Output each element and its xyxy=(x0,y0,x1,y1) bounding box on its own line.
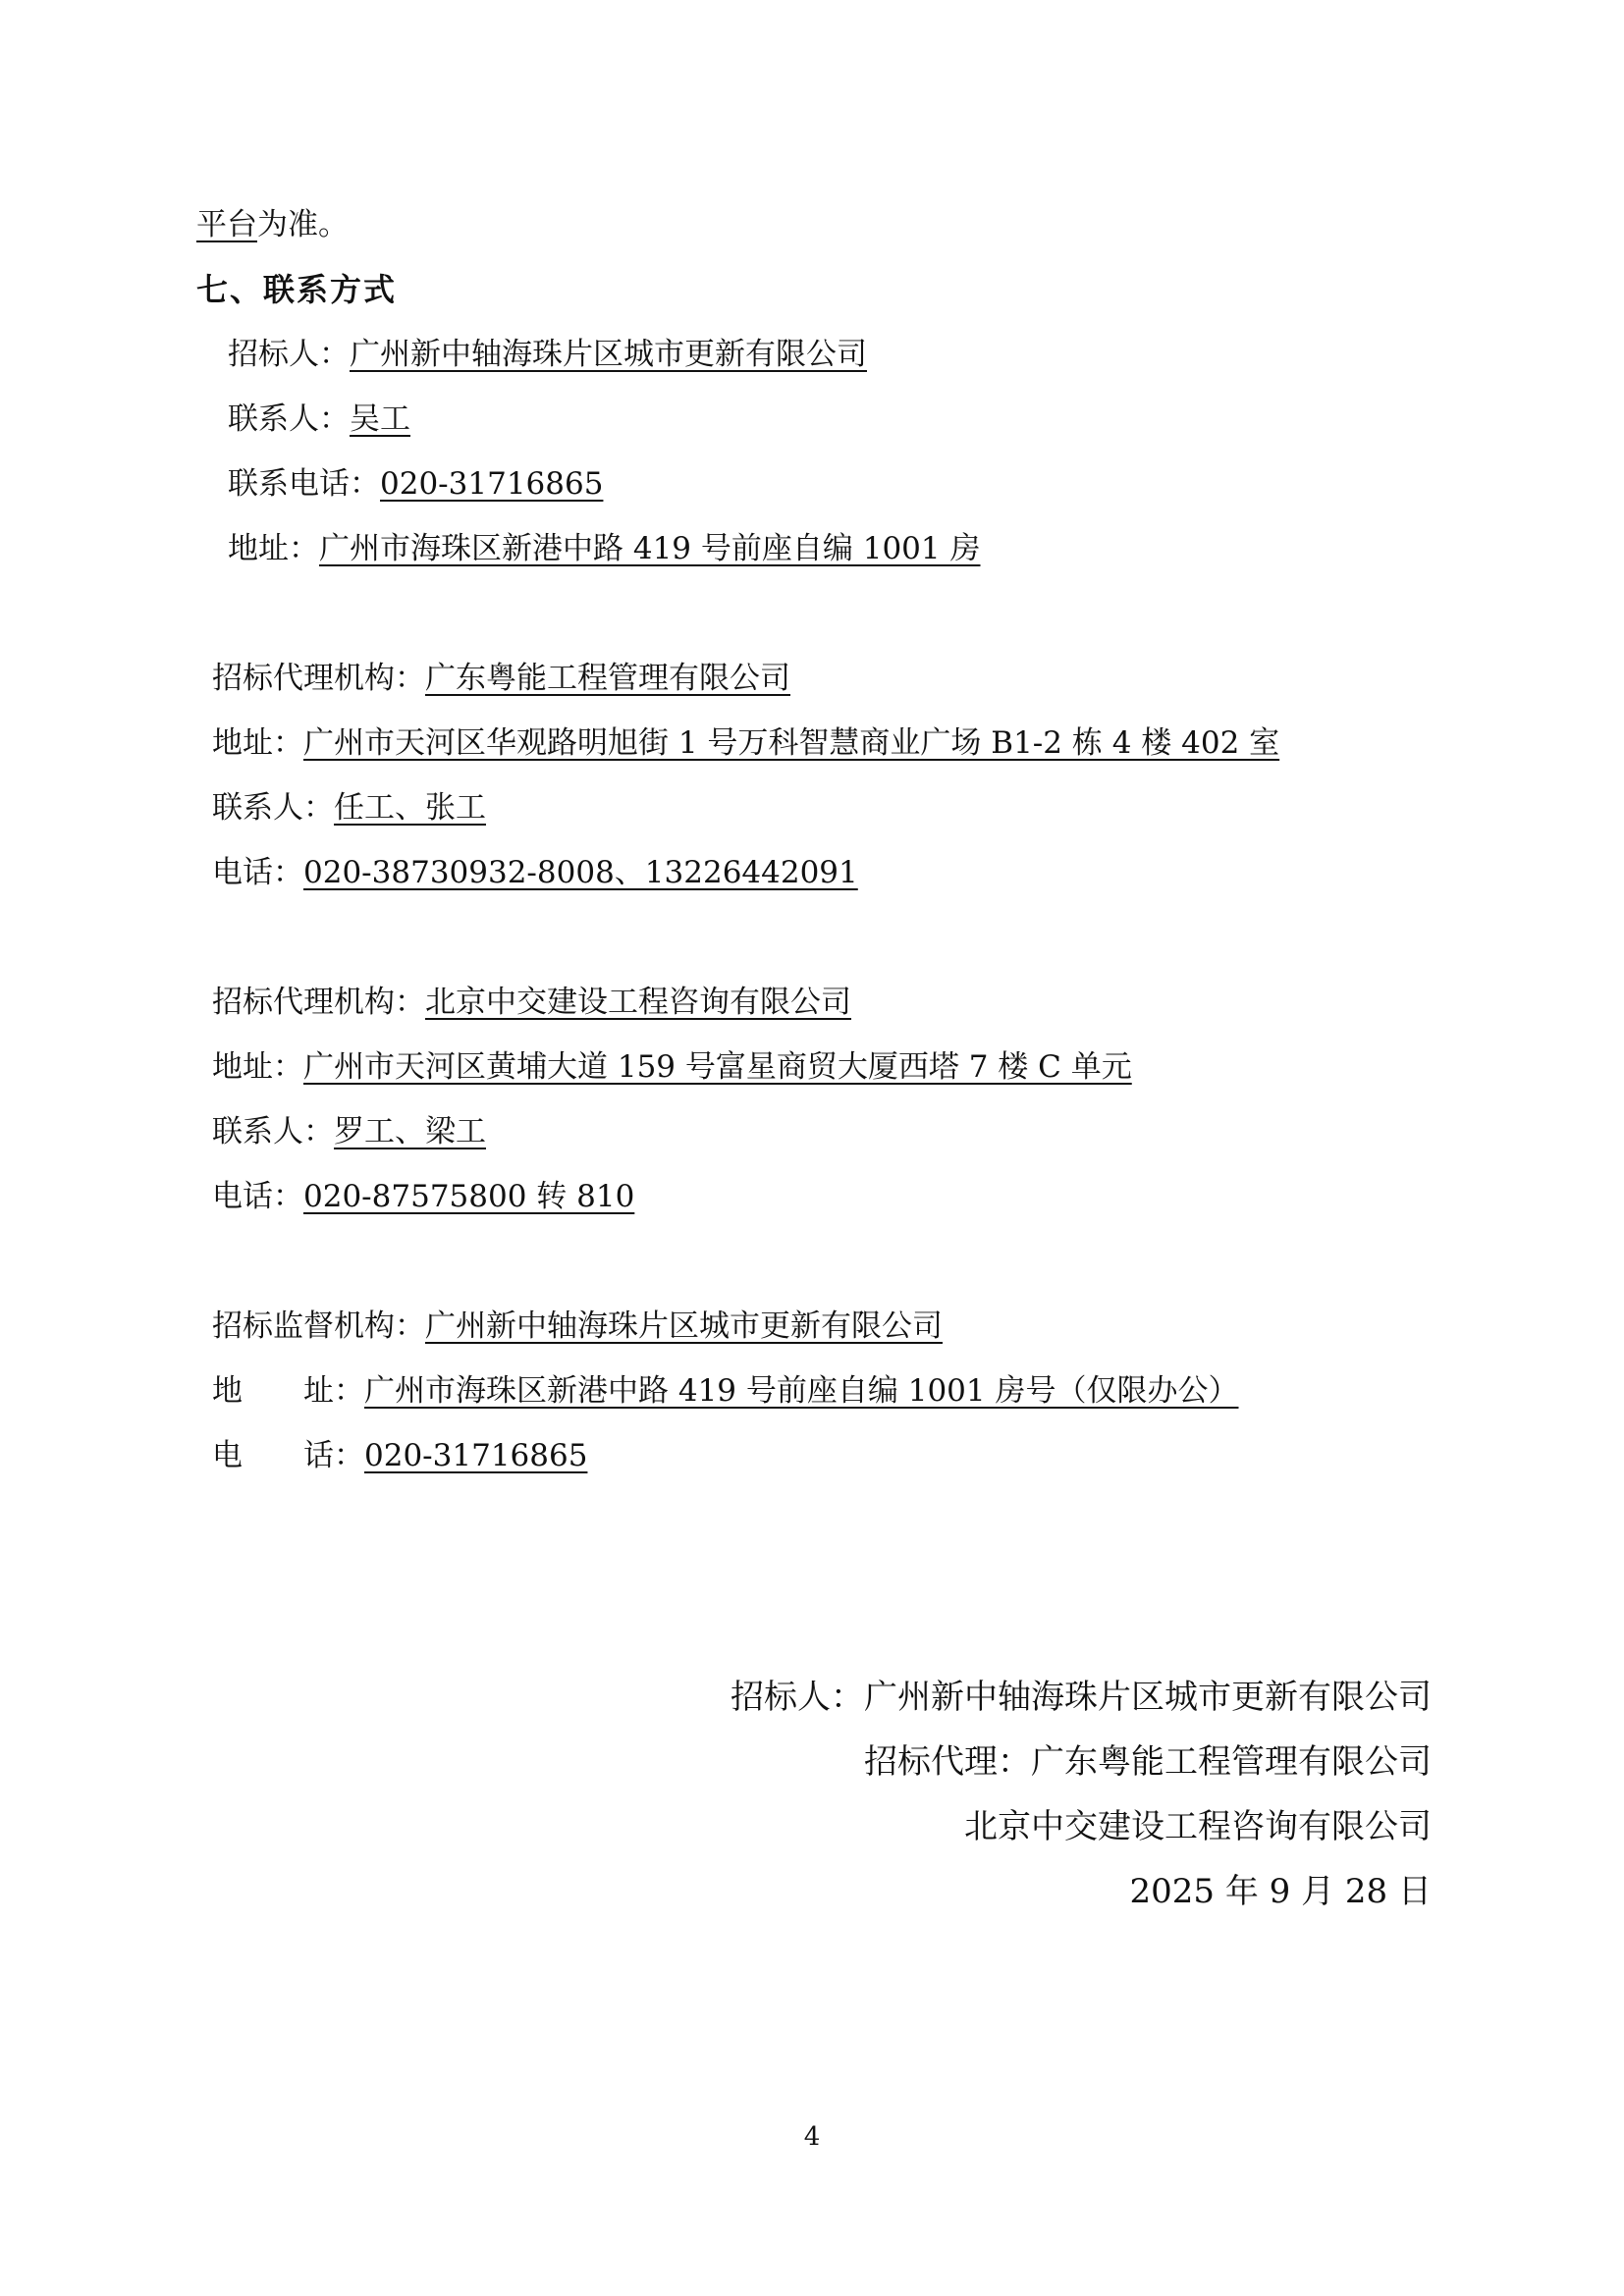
field-value: 广州新中轴海珠片区城市更新有限公司 xyxy=(350,337,867,372)
contact-line xyxy=(196,775,1487,840)
field-value: 广州新中轴海珠片区城市更新有限公司 xyxy=(425,1308,943,1344)
field-label: 电话： xyxy=(212,855,303,890)
field-value: 020-38730932-8008、13226442091 xyxy=(303,855,858,890)
field-value: 广州市海珠区新港中路 419 号前座自编 1001 房 xyxy=(319,531,981,566)
field-label: 地 址： xyxy=(212,1373,364,1409)
field-value: 020-87575800 转 810 xyxy=(303,1179,635,1214)
field-label: 联系人： xyxy=(228,401,350,437)
field-value: 广州市海珠区新港中路 419 号前座自编 1001 房号（仅限办公） xyxy=(364,1373,1239,1409)
contact-line xyxy=(196,1294,1487,1359)
contact-group-tenderer xyxy=(196,322,1487,581)
contact-line xyxy=(196,452,1487,516)
field-label: 招标人： xyxy=(228,337,350,372)
field-value: 罗工、梁工 xyxy=(334,1114,486,1149)
field-label: 联系人： xyxy=(212,790,334,826)
contact-group-agency-2 xyxy=(196,970,1487,1229)
signature-block xyxy=(196,1665,1432,1924)
contact-line xyxy=(196,1359,1487,1423)
contact-group-agency-1 xyxy=(196,646,1487,905)
field-label: 地址： xyxy=(228,531,319,566)
field-value: 任工、张工 xyxy=(334,790,486,826)
field-label: 联系人： xyxy=(212,1114,334,1149)
contact-line xyxy=(196,1099,1487,1164)
intro-line xyxy=(196,192,1487,257)
contact-line xyxy=(196,1035,1487,1099)
field-value: 吴工 xyxy=(350,401,410,437)
contact-line xyxy=(196,840,1487,905)
field-label: 地址： xyxy=(212,725,303,761)
field-label: 招标代理机构： xyxy=(212,661,425,696)
contact-line xyxy=(196,970,1487,1035)
section-heading: 七、联系方式 xyxy=(196,271,398,308)
contact-line xyxy=(196,646,1487,711)
field-label: 招标代理机构： xyxy=(212,985,425,1020)
contact-line xyxy=(196,387,1487,452)
signature-date-line: 2025 年 9 月 28 日 xyxy=(1129,1872,1432,1911)
intro-rest-text: 为准。 xyxy=(257,207,349,242)
field-label: 招标监督机构： xyxy=(212,1308,425,1344)
field-label: 联系电话： xyxy=(228,466,380,502)
signature-agent-2-line: 北京中交建设工程咨询有限公司 xyxy=(964,1807,1432,1846)
document-body xyxy=(196,192,1487,1924)
intro-underlined-text: 平台 xyxy=(196,207,257,242)
field-value: 广州市天河区华观路明旭街 1 号万科智慧商业广场 B1-2 栋 4 楼 402 室 xyxy=(303,725,1280,761)
contact-line xyxy=(196,711,1487,775)
field-value: 020-31716865 xyxy=(380,466,604,502)
field-value: 广东粤能工程管理有限公司 xyxy=(425,661,790,696)
contact-line xyxy=(196,516,1487,581)
field-value: 北京中交建设工程咨询有限公司 xyxy=(425,985,851,1020)
signature-agent-line: 招标代理：广东粤能工程管理有限公司 xyxy=(864,1742,1432,1782)
field-label: 电 话： xyxy=(212,1438,364,1473)
contact-line xyxy=(196,1164,1487,1229)
page-number: 4 xyxy=(803,2122,821,2152)
field-label: 地址： xyxy=(212,1049,303,1085)
field-value: 020-31716865 xyxy=(364,1438,588,1473)
contact-group-supervision xyxy=(196,1294,1487,1488)
contact-line xyxy=(196,1423,1487,1488)
signature-tenderer-line: 招标人：广州新中轴海珠片区城市更新有限公司 xyxy=(731,1678,1432,1717)
field-label: 电话： xyxy=(212,1179,303,1214)
contact-line xyxy=(196,322,1487,387)
field-value: 广州市天河区黄埔大道 159 号富星商贸大厦西塔 7 楼 C 单元 xyxy=(303,1049,1132,1085)
